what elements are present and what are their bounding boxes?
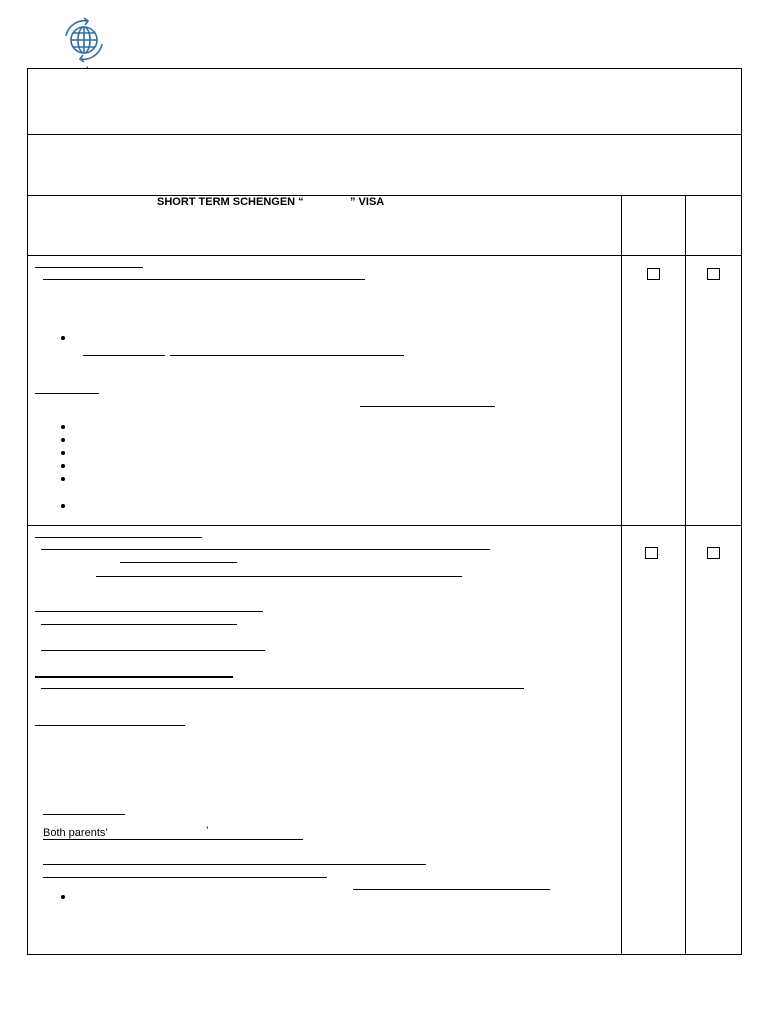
parents-text: Both parents’	[43, 827, 108, 839]
logo-globe-icon	[58, 14, 110, 66]
checkbox-row2-col1[interactable]	[645, 547, 658, 559]
header-mark: ’	[86, 65, 89, 77]
section-title-part2: ” VISA	[350, 196, 385, 208]
section-title-part1: SHORT TERM SCHENGEN “	[157, 196, 304, 208]
parents-apostrophe: ’	[206, 825, 209, 837]
checkbox-row1-col2[interactable]	[707, 268, 720, 280]
checkbox-row1-col1[interactable]	[647, 268, 660, 280]
checkbox-row2-col2[interactable]	[707, 547, 720, 559]
